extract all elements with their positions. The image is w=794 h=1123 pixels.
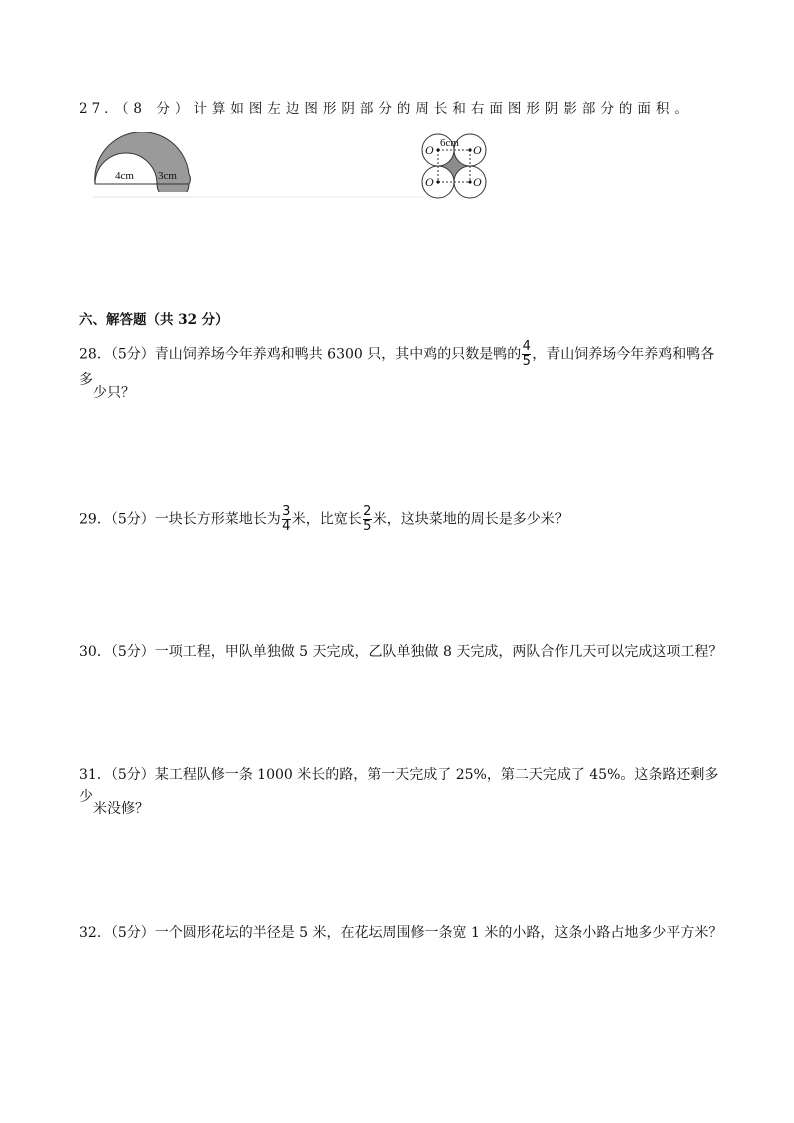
question-29	[79, 505, 724, 534]
question-27-text: （8 分）计算如图左边图形阴部分的周长和右面图形阴影部分的面积。	[121, 101, 693, 117]
fraction-numerator: 4	[522, 339, 531, 354]
question-28-continuation: 少只？	[93, 385, 135, 401]
label-4cm: 4cm	[115, 170, 134, 182]
question-28-suffix: ，青山饲养场今年养鸡和鸭各多	[79, 346, 715, 388]
question-31	[79, 764, 724, 817]
label-o-1: O	[425, 143, 434, 157]
fraction-numerator: 3	[282, 504, 291, 519]
question-27	[79, 98, 724, 120]
fraction-4-5	[522, 340, 531, 369]
question-29-middle: 米，比宽长	[291, 511, 362, 528]
fraction-2-5	[363, 505, 372, 534]
question-28-prefix: 28．（5分）青山饲养场今年养鸡和鸭共 6300 只，其中鸡的只数是鸭的	[79, 346, 522, 363]
question-28	[79, 339, 724, 401]
label-o-4: O	[473, 175, 482, 189]
question-29-suffix: 米，这块菜地的周长是多少米？	[372, 511, 569, 528]
question-29-prefix: 29．（5分）一块长方形菜地长为	[79, 511, 281, 528]
fraction-3-4	[282, 505, 291, 534]
question-27-number: 27．	[79, 101, 122, 117]
label-o-2: O	[473, 143, 482, 157]
label-o-3: O	[425, 175, 434, 189]
section-6-title: 六、解答题（共 32 分）	[79, 312, 229, 328]
figure-semicircle-shape	[93, 132, 193, 192]
label-3cm: 3cm	[158, 170, 177, 182]
question-31-text: 31．（5分）某工程队修一条 1000 米长的路，第一天完成了 25%，第二天完成了 45%。这条路还剩多少	[79, 767, 719, 805]
label-6cm: 6cm	[440, 137, 459, 149]
fraction-numerator: 2	[363, 504, 372, 519]
figure-baseline-left	[93, 196, 193, 198]
fraction-denominator: 4	[282, 519, 291, 534]
fraction-denominator: 5	[363, 519, 372, 534]
figure-four-circles	[420, 133, 490, 199]
figure-baseline-strip	[193, 196, 423, 198]
fraction-denominator: 5	[522, 354, 531, 369]
question-32: 32．（5分）一个圆形花坛的半径是 5 米，在花坛周围修一条宽 1 米的小路，这条小路占地多少平方米？	[79, 925, 723, 941]
question-30: 30．（5分）一项工程，甲队单独做 5 天完成，乙队单独做 8 天完成，两队合作几天可以完成这项工程？	[79, 644, 723, 660]
question-31-continuation: 米没修？	[93, 801, 149, 817]
